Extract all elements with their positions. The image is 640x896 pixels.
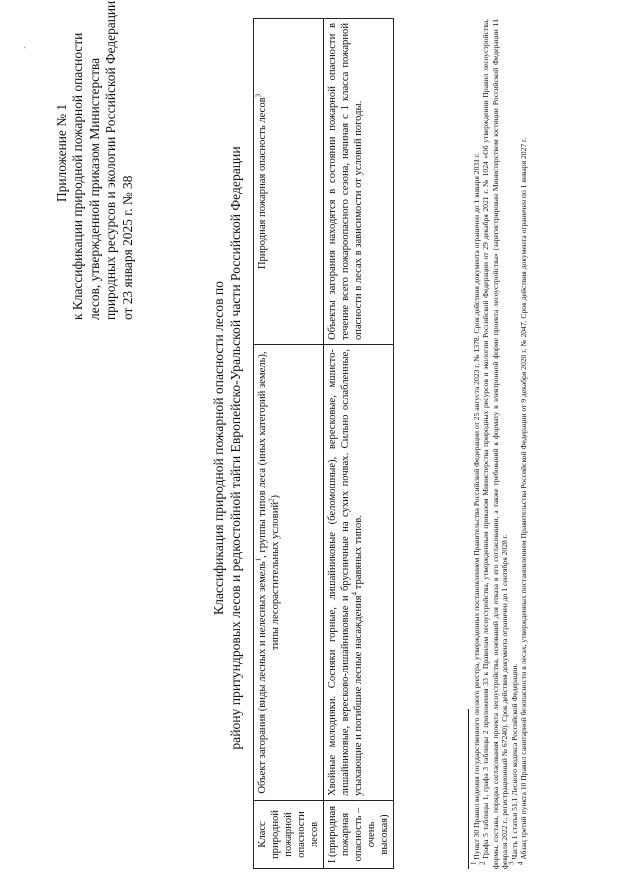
header-class: Класс природной пожарной опасности лесов	[254, 801, 324, 869]
cell-object-text: травяных типов.	[353, 515, 364, 592]
appendix-header	[54, 0, 136, 320]
footnote-ref: 4	[350, 591, 359, 596]
footnote-ref: 3	[254, 93, 263, 98]
cell-nature: Объекты загорания находятся в состоянии пожарной опасности в течение всего пожароопасного сезона, начиная с 1 класса пожарной опасности в лесах в зависимости от условий погоды.	[324, 19, 394, 345]
document-title	[210, 0, 244, 896]
header-nature	[254, 19, 324, 345]
footnote-ref: 1	[254, 557, 263, 562]
header-nature-text: Природная пожарная опасность лесов	[257, 97, 268, 270]
footnote-text: Часть 1 статьи 51.1 Лесного кодекса Российской Федерации.	[509, 663, 519, 860]
cell-object-text: Хвойные молодняки. Сосняки горные, лишайниковые (беломошные), вересковые, мшисто-лишайниковые, вересково-лишайниковые и брусничные на сухих почвах. Сильно ослабленные, усыхающие и погибшие лесные насаждения	[327, 349, 364, 796]
footnote-number: 4	[516, 861, 525, 865]
header-object-text: Объект загорания (виды лесных и нелесных земель	[257, 561, 268, 794]
page-mark: .	[17, 46, 27, 49]
footnote	[516, 19, 529, 869]
footnote-number: 1	[469, 861, 478, 865]
appendix-number: Приложение № 1	[54, 103, 69, 202]
header-object-text: )	[270, 494, 281, 499]
appendix-line: к Классификации природной пожарной опасности	[70, 32, 86, 320]
footnote-text: Абзац третий пункта 10 Правил санитарной безопасности в лесах, утвержденных постановлением Правительства Российской Федерации от 9 декабря 2020 г. № 2047. Срок действия документа ограничен по 1 января 2027 г.	[519, 137, 529, 860]
table-header-row	[254, 19, 324, 869]
header-object	[254, 345, 324, 801]
title-line-2: району притундровых лесов и редкостойной тайги Европейско-Уральской части Российской Федерации	[228, 146, 243, 750]
footnote	[507, 19, 519, 869]
appendix-date: от 23 января 2025 г. № 38	[119, 175, 135, 320]
footnote	[469, 19, 481, 869]
appendix-line: лесов, утвержденной приказом Министерства	[86, 57, 102, 320]
footnotes	[469, 19, 529, 869]
footnote-text: Пункт 30 Правил ведения государственного лесного реестра, утвержденных постановлением Правительства Российской Федерации от 25 августа 2023 г. № 1378. Срок действия документа ограничен до 1 января 2031 г.	[472, 152, 481, 860]
footnote-divider	[468, 709, 469, 869]
footnote	[478, 19, 510, 869]
table-row	[324, 19, 394, 869]
header-object-text: , группы типов леса (иных категорий земель), типы лесорастительных условий	[257, 351, 281, 651]
cell-class: I (природная пожарная опасность – очень высокая)	[324, 801, 394, 869]
footnote-number: 2	[478, 861, 487, 865]
appendix-line: природных ресурсов и экологии Российской Федерации	[103, 0, 119, 320]
classification-table	[253, 18, 394, 869]
footnote-ref: 2	[267, 498, 276, 502]
footnote-number: 3	[507, 861, 516, 865]
footnote-text: Графа 5 таблицы 1, графа 3 таблицы 2 приложения 33 к Правилам лесоустройства, утвержденным приказом Министерства природных ресурсов и экологии Российской Федерации от 29 декабря 2021 г. № 1024 «Об утверждении Правил лесоустройства, формы, состава, порядка согласования проекта лесоустройства, оснований для отказа в его согласовании, а также требований к формату в электронной форме проекта лесоустройства» (зарегистрирован Министерством юстиции Российской Федерации 11 февраля 2022 г., регистрационный № 67240). Срок действия документа ограничен до 1 сентября 2028 г.	[481, 19, 510, 869]
title-line-1: Классификация природной пожарной опасности лесов по	[211, 281, 226, 615]
cell-object	[324, 345, 394, 801]
